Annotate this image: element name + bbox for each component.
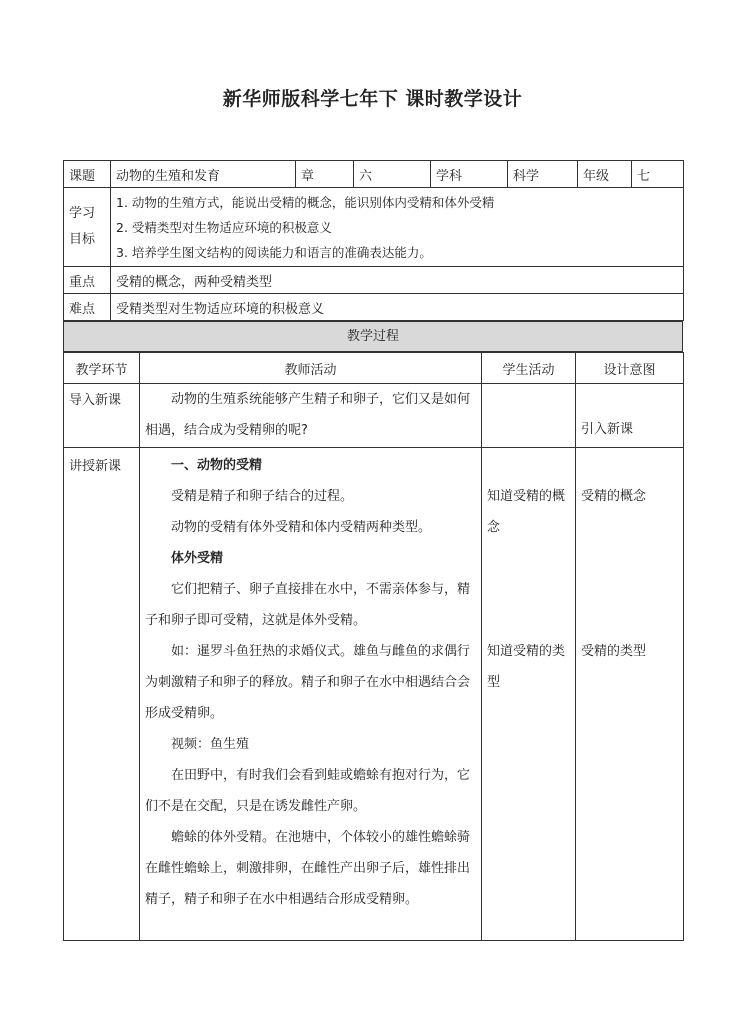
lecture-intent-cell: [576, 448, 684, 941]
teacher-paragraph: 它们把精子、卵子直接排在水中，不需亲体参与，精子和卵子即可受精，这就是体外受精。: [145, 582, 471, 628]
teacher-paragraph: 在田野中，有时我们会看到蛙或蟾蜍有抱对行为，它们不是在交配，只是在诱发雌性产卵。: [145, 768, 471, 814]
intro-student-cell: [482, 384, 576, 448]
process-header: 教学过程: [63, 321, 683, 352]
objective-item: 1. 动物的生殖方式，能说出受精的概念，能识别体内受精和体外受精: [116, 194, 495, 210]
teacher-paragraph: 受精是精子和卵子结合的过程。: [171, 489, 354, 504]
intro-teacher-cell: [140, 384, 482, 448]
teacher-paragraph: 动物的受精有体外受精和体内受精两种类型。: [171, 520, 432, 535]
topic-label: 课题: [64, 161, 111, 188]
student-activity: 知道受精的概念: [487, 489, 566, 535]
lecture-student-cell: [482, 448, 576, 941]
teacher-paragraph: 蟾蜍的体外受精。在池塘中，个体较小的雄性蟾蜍骑在雌性蟾蜍上，刺激排卵，在雌性产出卵子后，雄性排出精子，精子和卵子在水中相遇结合形成受精卵。: [145, 830, 471, 907]
subsection-heading: 体外受精: [171, 551, 224, 566]
grade-value: 七: [632, 161, 684, 188]
design-intent: 受精的类型: [581, 644, 647, 659]
objective-item: 3. 培养学生图文结构的阅读能力和语言的准确表达能力。: [116, 244, 432, 260]
subject-value: 科学: [508, 161, 578, 188]
topic-value: 动物的生殖和发育: [111, 161, 296, 188]
teacher-paragraph: 如：暹罗斗鱼狂热的求婚仪式。雄鱼与雌鱼的求偶行为刺激精子和卵子的释放。精子和卵子在水中相遇结合会形成受精卵。: [145, 644, 471, 721]
chapter-label: 章: [296, 161, 354, 188]
design-intent: 受精的概念: [581, 489, 647, 504]
keypoint-label: 重点: [64, 267, 111, 294]
col-teacher-header: 教师活动: [140, 353, 482, 384]
page-title: 新华师版科学七年下 课时教学设计: [222, 88, 523, 110]
lecture-stage: 讲授新课: [64, 448, 140, 941]
objectives-label-line: 目标: [69, 232, 96, 247]
objectives-cell: [111, 188, 684, 267]
difficulty-label: 难点: [64, 294, 111, 321]
intro-teacher-text: 动物的生殖系统能够产生精子和卵子，它们又是如何相遇，结合成为受精卵的呢?: [145, 392, 471, 438]
chapter-value: 六: [354, 161, 431, 188]
intro-stage: 导入新课: [64, 384, 140, 448]
col-stage-header: 教学环节: [64, 353, 140, 384]
course-info-table: [63, 160, 684, 321]
difficulty-value: 受精类型对生物适应环境的积极意义: [111, 294, 684, 321]
objective-item: 2. 受精类型对生物适应环境的积极意义: [116, 219, 332, 235]
col-student-header: 学生活动: [482, 353, 576, 384]
col-intent-header: 设计意图: [576, 353, 684, 384]
student-activity: 知道受精的类型: [487, 644, 566, 690]
objectives-label-line: 学习: [69, 206, 96, 221]
objectives-label: [64, 188, 111, 267]
teacher-paragraph: 视频：鱼生殖: [171, 737, 250, 752]
process-table: [63, 352, 684, 941]
section-heading: 一、动物的受精: [171, 458, 263, 473]
grade-label: 年级: [578, 161, 632, 188]
keypoint-value: 受精的概念，两种受精类型: [111, 267, 684, 294]
intro-intent: 引入新课: [576, 384, 684, 448]
subject-label: 学科: [431, 161, 508, 188]
lecture-teacher-cell: [140, 448, 482, 941]
